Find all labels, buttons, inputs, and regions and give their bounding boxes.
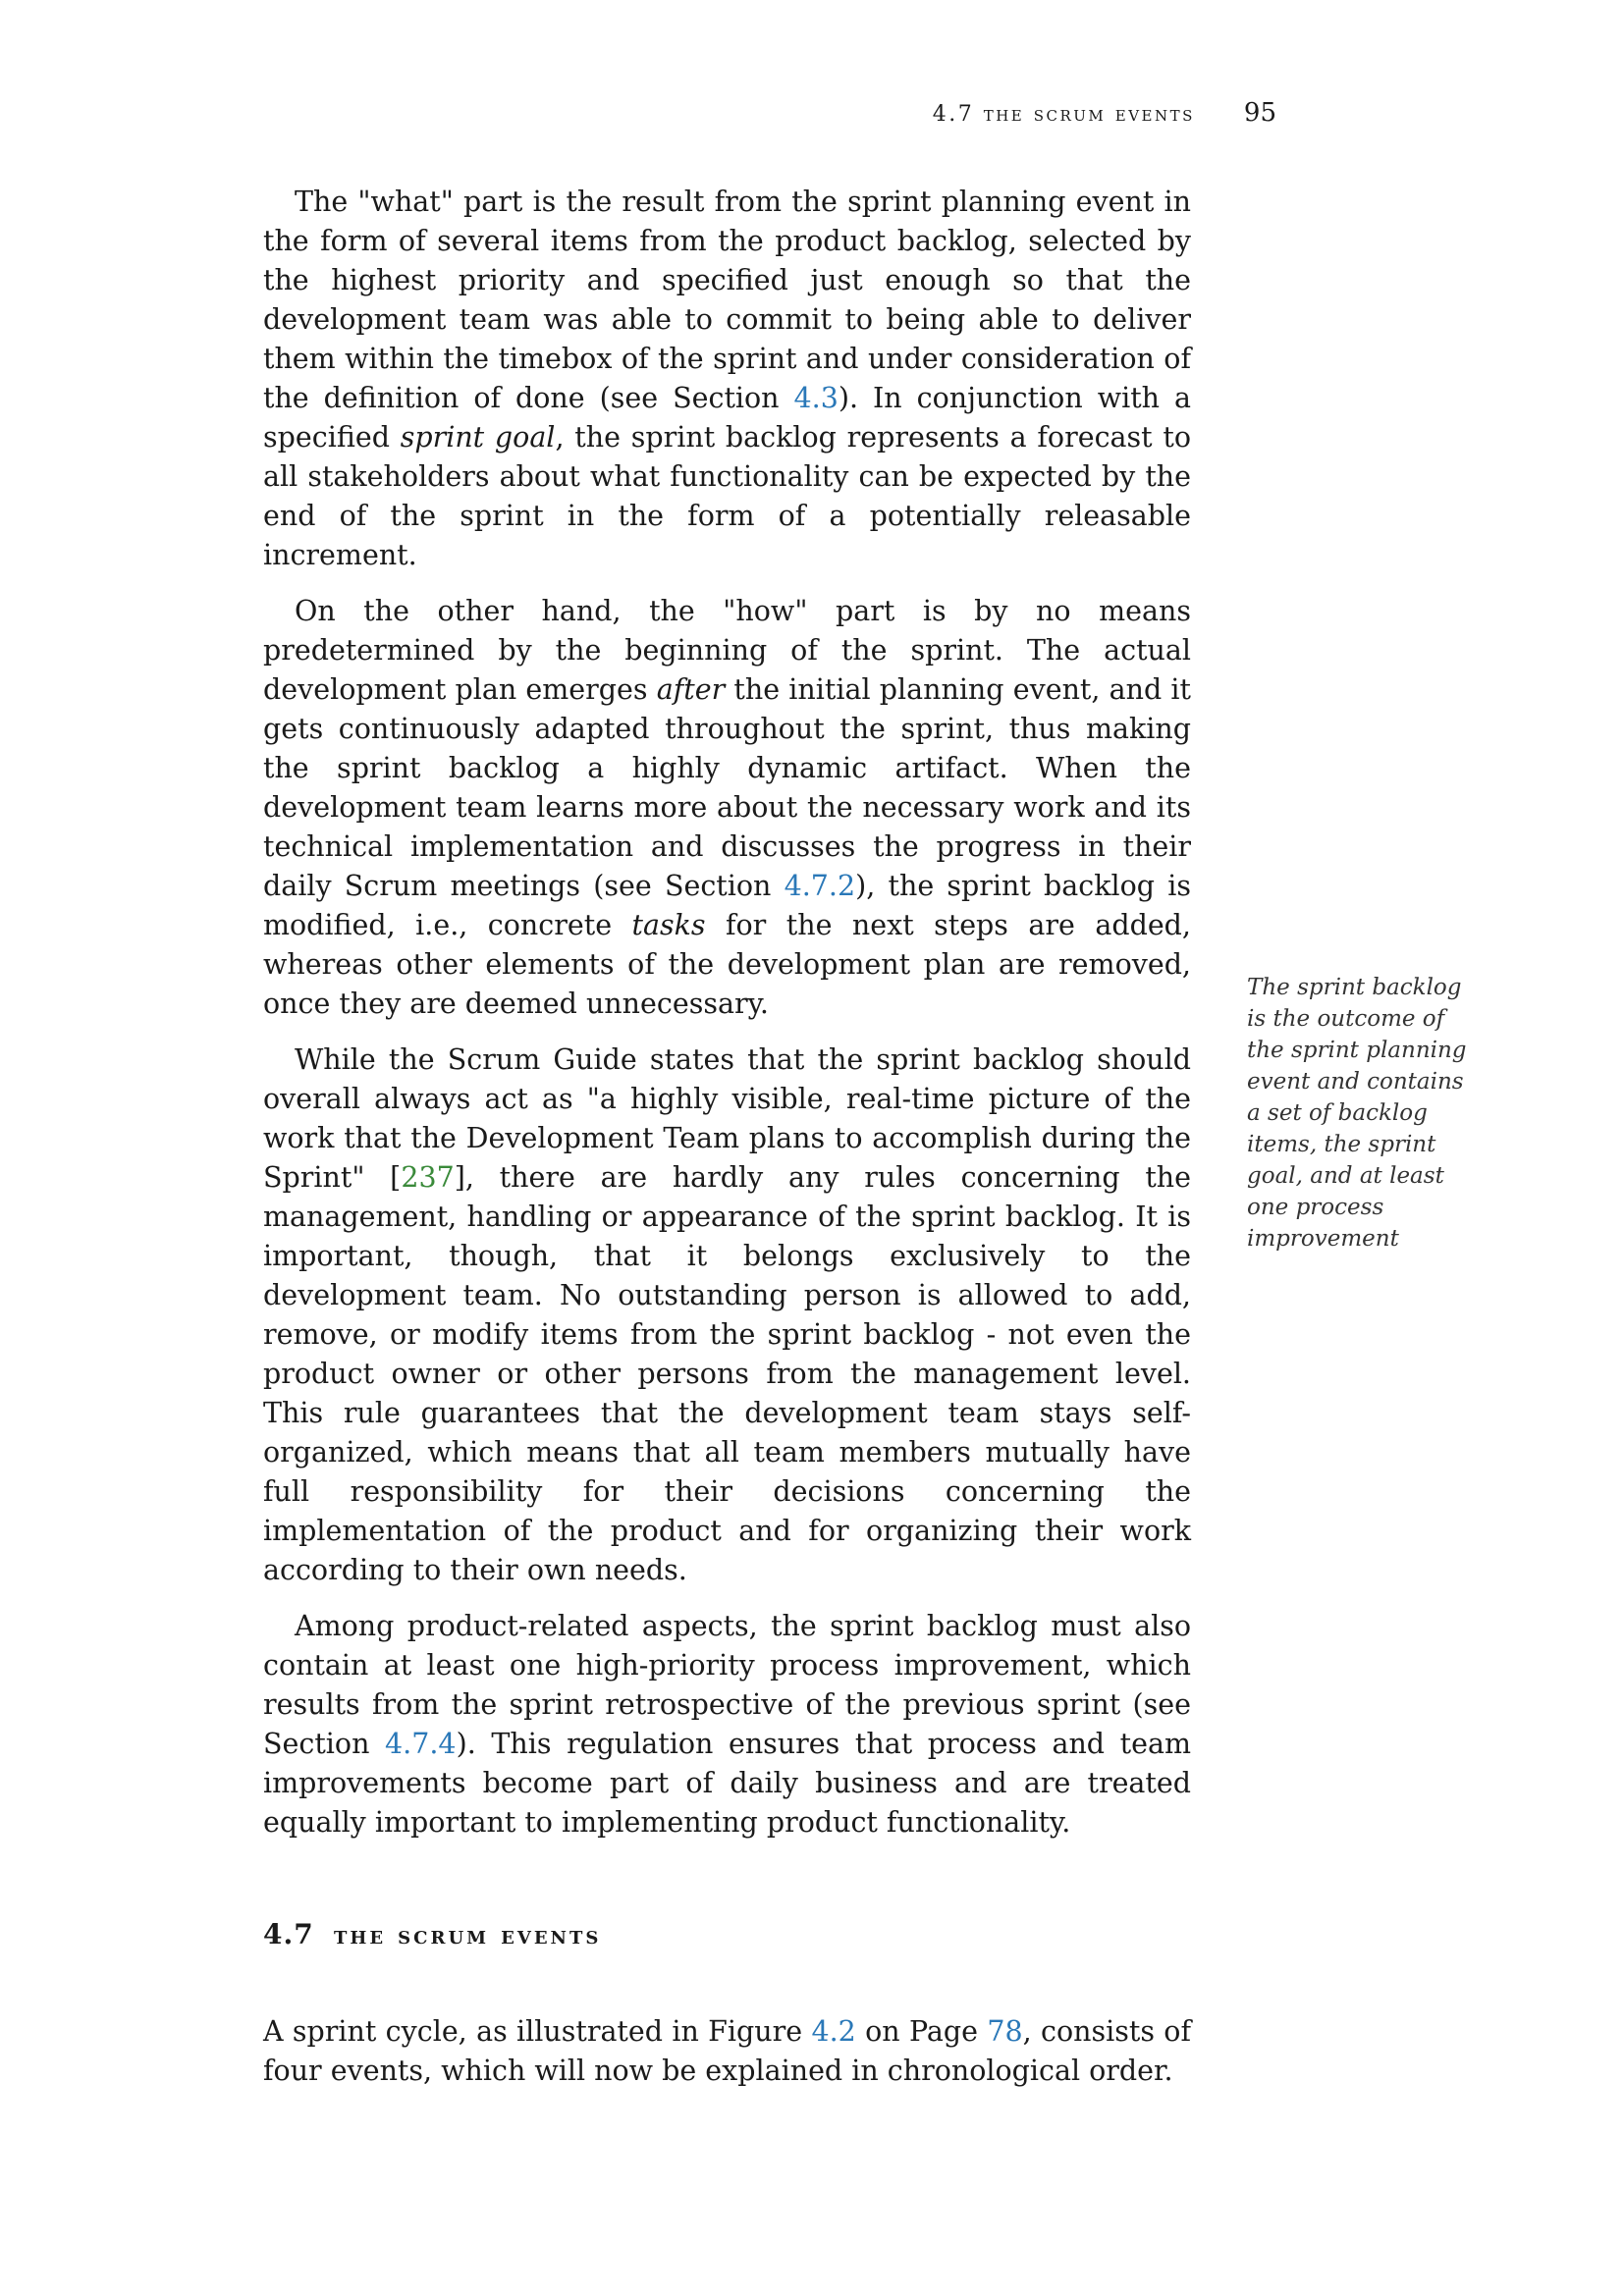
citation-link[interactable]: 237 <box>401 1161 455 1194</box>
text-run: On the other hand, the "how" part is by no means predetermined by the beginning of the sprint. The actual development plan emerges <box>263 595 1191 706</box>
section-link[interactable]: 4.3 <box>793 382 839 414</box>
emphasis: sprint goal <box>400 421 556 454</box>
text-run: , the sprint backlog represents a forecast to all stakeholders about what functionality can be expected by the end of the sprint in the form of a potentially releasable increment. <box>263 421 1191 571</box>
paragraph-how-part <box>263 592 1191 1024</box>
running-head-title: 4.7 the scrum events <box>932 102 1195 127</box>
text-run: , consists of four events, which will now be explained in chronological order. <box>263 2015 1191 2087</box>
page-number: 95 <box>1243 98 1276 128</box>
figure-link[interactable]: 4.2 <box>811 2015 856 2048</box>
text-run: ). In conjunction with a specified <box>263 382 1191 454</box>
page-link[interactable]: 78 <box>987 2015 1023 2048</box>
margin-note: The sprint backlog is the outcome of the sprint planning event and contains a set of backlog items, the sprint goal, and at least one process improvement <box>1247 975 1467 1252</box>
main-text <box>263 183 1191 2108</box>
paragraph-process-improvement <box>263 1607 1191 1842</box>
emphasis: tasks <box>631 909 706 941</box>
text-run: for the next steps are added, whereas other elements of the development plan are removed, once they are deemed unnecessary. <box>263 909 1191 1020</box>
text-run: ), the sprint backlog is modified, i.e., concrete <box>263 870 1191 941</box>
paragraph-sprint-cycle <box>263 2012 1191 2091</box>
text-run: The "what" part is the result from the sprint planning event in the form of several items from the product backlog, selected by the highest priority and specified just enough so that the development team was able to commit to being able to deliver them within the timebox of the sprint and under consideration of the definition of done (see Section <box>263 186 1191 414</box>
emphasis: after <box>656 673 726 706</box>
section-link[interactable]: 4.7.2 <box>784 870 856 902</box>
text-run: While the Scrum Guide states that the sprint backlog should overall always act as "a highly visible, real-time picture of the work that the Development Team plans to accomplish during the Sprint" [ <box>263 1043 1191 1194</box>
running-head <box>265 98 1276 128</box>
text-run: ). This regulation ensures that process and team improvements become part of daily business and are treated equally important to implementing product functionality. <box>263 1728 1191 1839</box>
section-heading <box>263 1915 1191 1955</box>
text-run: on Page <box>855 2015 988 2048</box>
paragraph-what-part <box>263 183 1191 575</box>
paragraph-scrum-guide <box>263 1041 1191 1590</box>
text-run: the initial planning event, and it gets continuously adapted throughout the sprint, thus making the sprint backlog a highly dynamic artifact. When the development team learns more about the necessary work and its technical implementation and discusses the progress in their daily Scrum meetings (see Section <box>263 673 1191 902</box>
text-run: ], there are hardly any rules concerning the management, handling or appearance of the sprint backlog. It is important, though, that it belongs exclusively to the development team. No outstanding person is allowed to add, remove, or modify items from the sprint backlog - not even the product owner or other persons from the management level. This rule guarantees that the development team stays self-organized, which means that all team members mutually have full responsibility for their decisions concerning the implementation of the product and for organizing their work according to their own needs. <box>263 1161 1192 1586</box>
text-run: A sprint cycle, as illustrated in Figure <box>263 2015 812 2048</box>
text-run: Among product-related aspects, the sprint backlog must also contain at least one high-priority process improvement, which results from the sprint retrospective of the previous sprint (see Section <box>263 1610 1191 1760</box>
section-link[interactable]: 4.7.4 <box>385 1728 457 1760</box>
section-number: 4.7 <box>263 1918 314 1950</box>
section-title: the scrum events <box>334 1921 602 1950</box>
